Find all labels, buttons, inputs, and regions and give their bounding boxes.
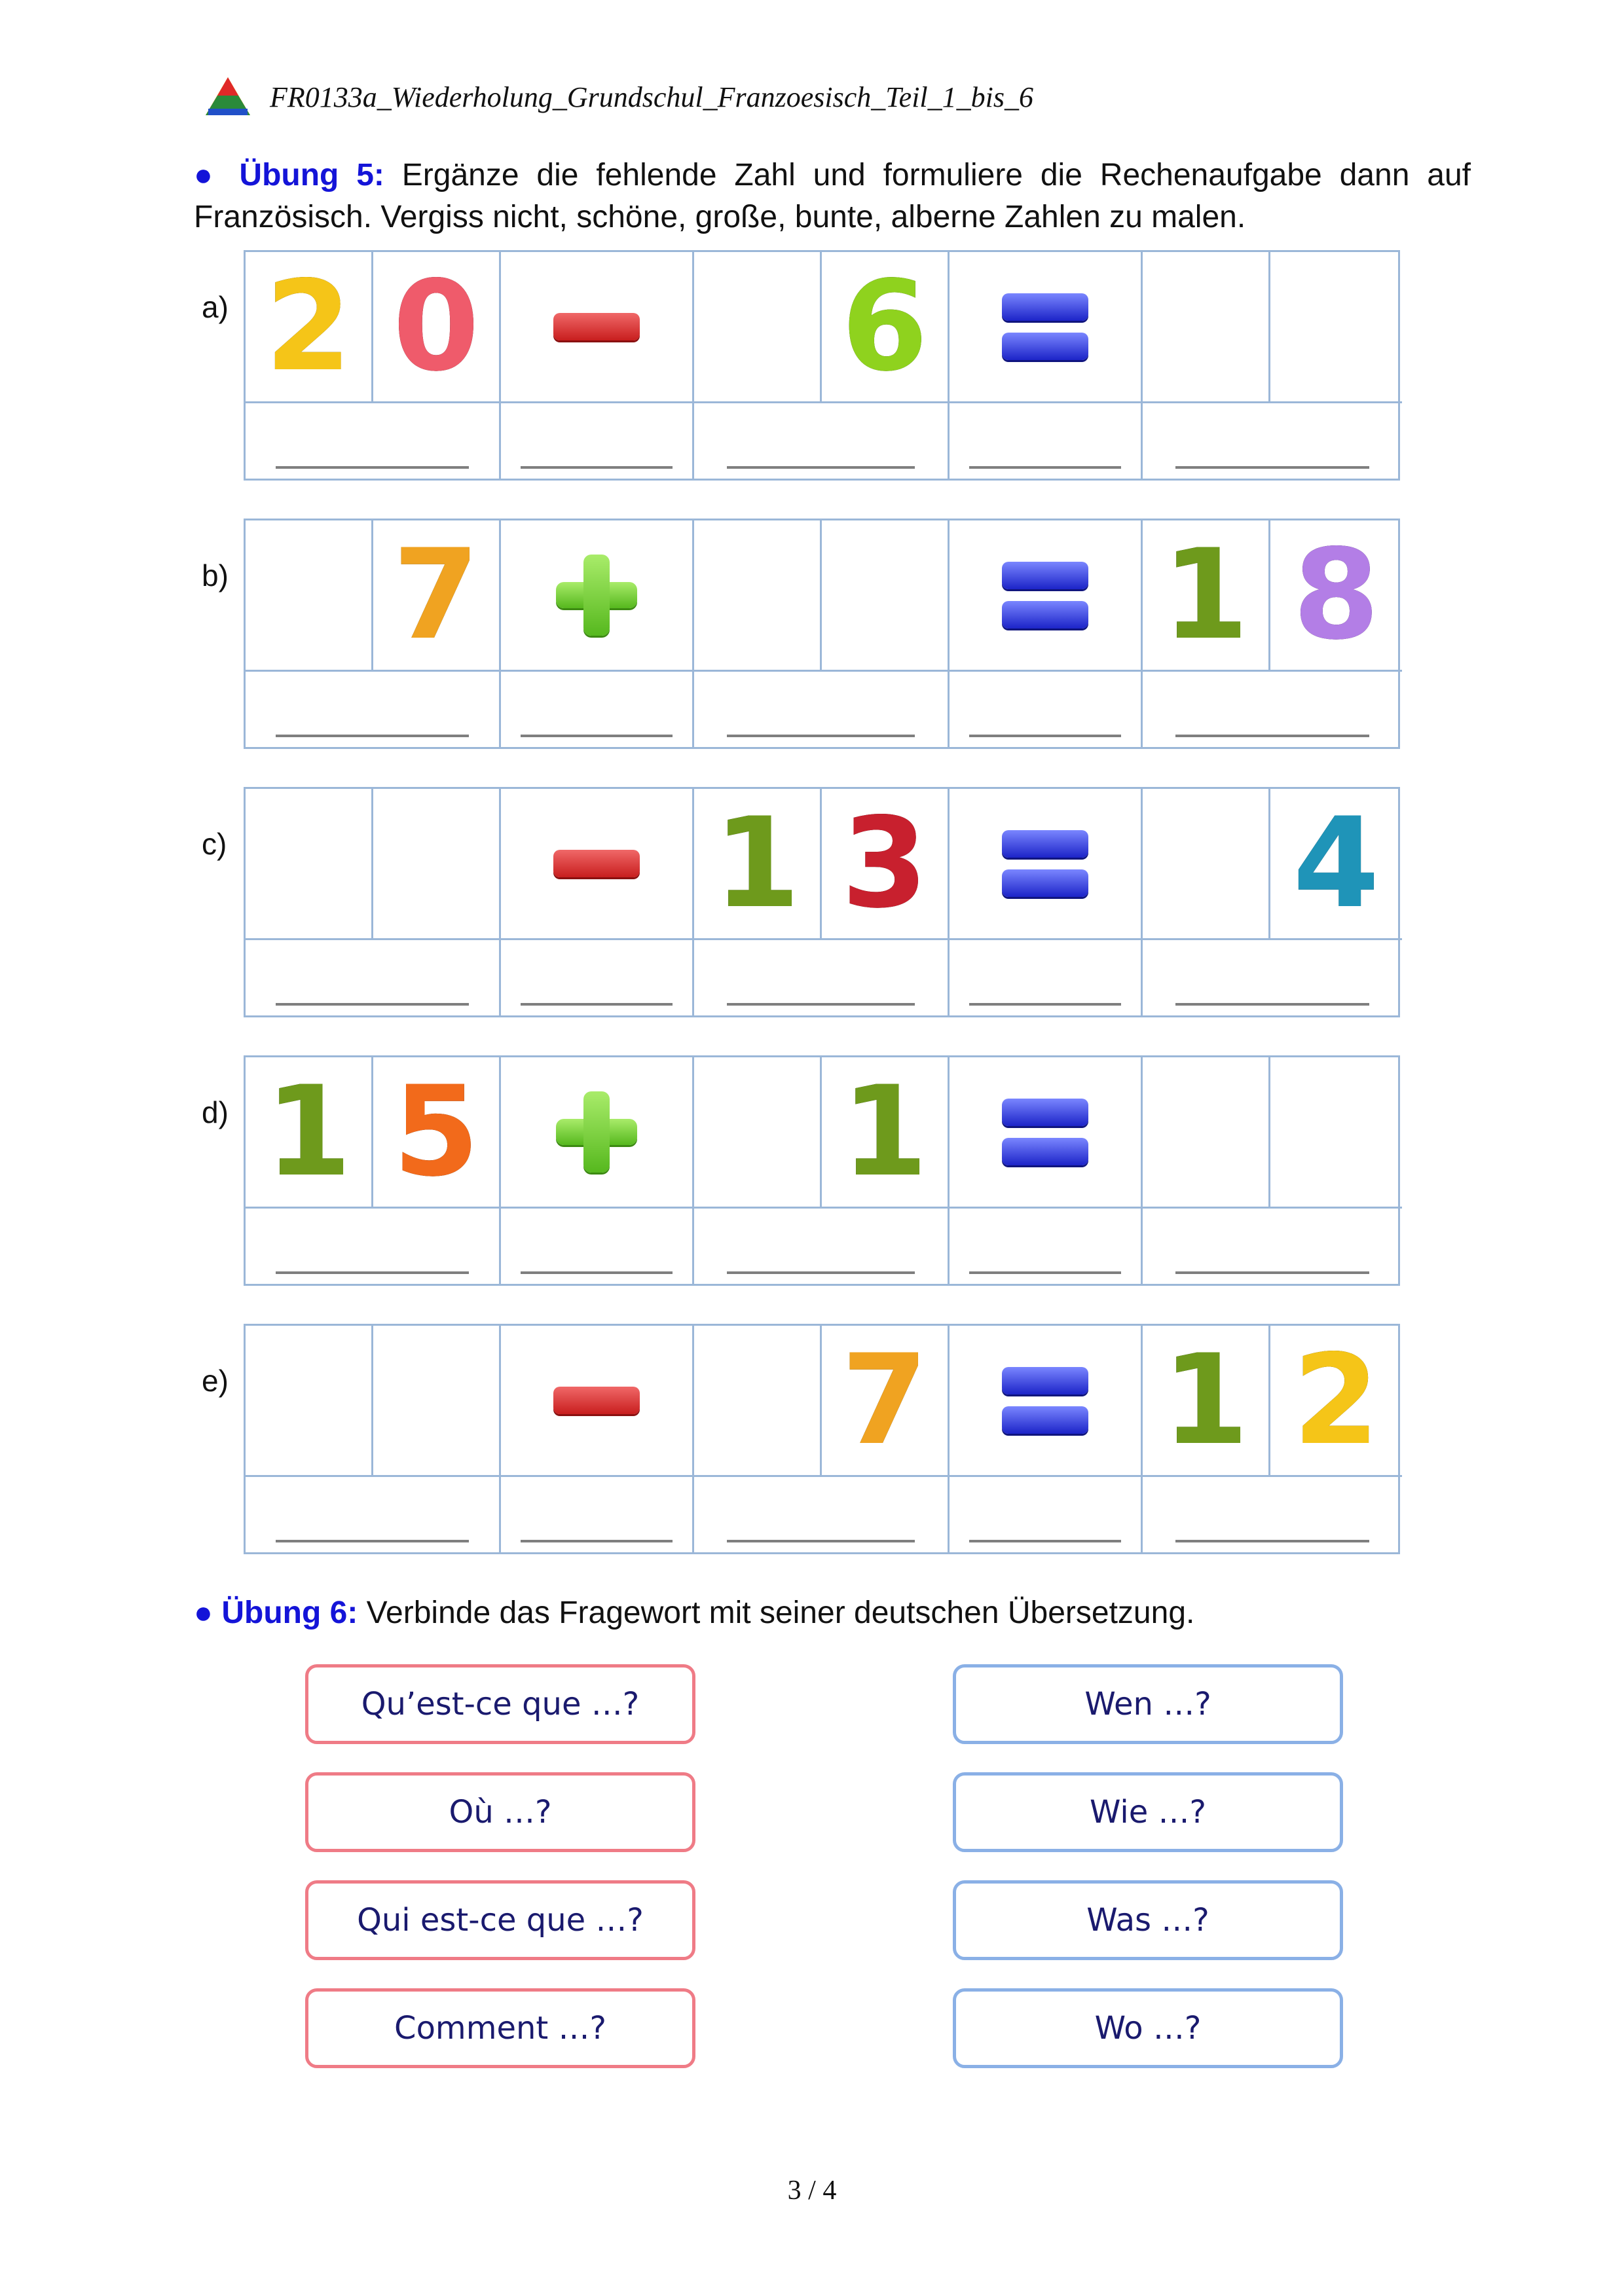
french-question: Qu’est-ce que …?	[361, 1686, 640, 1722]
digit-cell	[246, 1057, 373, 1209]
equation-row	[202, 1324, 1400, 1554]
minus-icon	[553, 313, 640, 340]
cartoon-digit: 1	[1162, 1328, 1249, 1472]
answer-write-cell[interactable]	[950, 672, 1143, 749]
french-question: Où …?	[449, 1794, 552, 1831]
writing-line	[727, 466, 915, 469]
answer-write-cell[interactable]	[694, 940, 950, 1017]
answer-write-cell[interactable]	[694, 1209, 950, 1286]
writing-line	[521, 1540, 673, 1542]
task-letter: b)	[202, 558, 229, 592]
cartoon-digit: 1	[1162, 522, 1249, 667]
cartoon-digit: 3	[841, 791, 929, 936]
exercise-5-instruction: Ergänze die fehlende Zahl und formuliere die Rechenaufgabe dann auf Französisch. Vergiss nicht, schöne, große, bunte, alberne Zahlen zu malen.	[194, 158, 1471, 234]
empty-answer-cell[interactable]	[694, 1326, 822, 1477]
writing-line	[1175, 1003, 1369, 1006]
writing-line	[969, 735, 1121, 737]
german-translation: Wie …?	[1089, 1794, 1206, 1831]
writing-line	[1175, 1540, 1369, 1542]
digit-wrapper	[265, 1059, 352, 1204]
empty-answer-cell[interactable]	[1143, 1057, 1270, 1209]
cartoon-digit: 2	[265, 254, 352, 399]
french-question: Comment …?	[394, 2010, 606, 2047]
document-title: FR0133a_Wiederholung_Grundschul_Franzoesisch_Teil_1_bis_6	[270, 81, 1033, 113]
writing-line	[969, 1271, 1121, 1274]
answer-write-cell[interactable]	[501, 1477, 694, 1554]
digit-wrapper	[841, 791, 929, 936]
cartoon-digit: 7	[841, 1328, 929, 1472]
french-question-box[interactable]	[305, 1880, 695, 1960]
german-translation-box[interactable]	[953, 1664, 1343, 1744]
equals-sign-cell	[950, 789, 1143, 940]
writing-line	[1175, 735, 1369, 737]
digit-wrapper	[1162, 1328, 1249, 1472]
digit-wrapper	[392, 254, 480, 399]
equals-sign-cell	[950, 1326, 1143, 1477]
writing-line	[276, 1540, 469, 1542]
task-letter: c)	[202, 827, 227, 861]
digit-wrapper	[841, 1059, 929, 1204]
writing-line	[521, 735, 673, 737]
digit-cell	[373, 252, 501, 403]
digit-cell	[1270, 1326, 1402, 1477]
task-letter: d)	[202, 1095, 229, 1129]
writing-line	[521, 466, 673, 469]
cartoon-digit: 0	[392, 254, 480, 399]
minus-icon	[553, 1387, 640, 1414]
minus-sign-cell	[501, 252, 694, 403]
digit-wrapper	[1293, 1328, 1380, 1472]
equation-row	[202, 787, 1400, 1017]
equation-grid	[244, 250, 1400, 481]
french-question-box[interactable]	[305, 1664, 695, 1744]
digit-cell	[822, 789, 950, 940]
equals-icon	[1002, 830, 1088, 897]
digit-wrapper	[1293, 791, 1380, 936]
answer-write-cell[interactable]	[1143, 1477, 1402, 1554]
page-header	[204, 71, 1033, 123]
digit-wrapper	[841, 1328, 929, 1472]
answer-write-cell[interactable]	[950, 1209, 1143, 1286]
bullet: ●	[194, 1595, 213, 1630]
french-question-box[interactable]	[305, 1988, 695, 2068]
exercise-6-instruction: Verbinde das Fragewort mit seiner deutschen Übersetzung.	[366, 1595, 1195, 1630]
cartoon-digit: 5	[392, 1059, 480, 1204]
french-question-box[interactable]	[305, 1772, 695, 1852]
equals-icon	[1002, 1099, 1088, 1165]
minus-sign-cell	[501, 1326, 694, 1477]
digit-cell	[694, 789, 822, 940]
writing-line	[521, 1271, 673, 1274]
equation-row	[202, 250, 1400, 481]
writing-line	[276, 1003, 469, 1006]
empty-answer-cell[interactable]	[694, 520, 822, 672]
cartoon-digit: 7	[392, 522, 480, 667]
digit-wrapper	[265, 254, 352, 399]
answer-write-cell[interactable]	[1143, 1209, 1402, 1286]
plus-icon	[556, 555, 637, 636]
digit-cell	[373, 520, 501, 672]
digit-cell	[1270, 789, 1402, 940]
empty-answer-cell[interactable]	[373, 1326, 501, 1477]
task-letter: e)	[202, 1364, 229, 1398]
answer-write-cell[interactable]	[1143, 940, 1402, 1017]
german-translation-box[interactable]	[953, 1880, 1343, 1960]
page-number: 3 / 4	[787, 2176, 837, 2206]
answer-write-cell[interactable]	[501, 672, 694, 749]
empty-answer-cell[interactable]	[1270, 252, 1402, 403]
digit-cell	[822, 1057, 950, 1209]
equals-icon	[1002, 293, 1088, 360]
writing-line	[969, 466, 1121, 469]
german-translation: Wo …?	[1094, 2010, 1202, 2047]
equation-row	[202, 519, 1400, 749]
answer-write-cell[interactable]	[246, 1209, 501, 1286]
answer-write-cell[interactable]	[950, 403, 1143, 481]
equation-grid	[244, 1055, 1400, 1286]
digit-cell	[1143, 520, 1270, 672]
answer-write-cell[interactable]	[950, 1477, 1143, 1554]
triangle-logo-icon	[204, 76, 251, 118]
exercise-5-label: Übung 5:	[239, 158, 384, 192]
german-translation: Wen …?	[1084, 1686, 1211, 1722]
cartoon-digit: 8	[1293, 522, 1380, 667]
french-question: Qui est-ce que …?	[357, 1902, 644, 1939]
answer-write-cell[interactable]	[246, 1477, 501, 1554]
exercise-6-label: Übung 6:	[221, 1595, 358, 1630]
writing-line	[276, 1271, 469, 1274]
writing-line	[727, 735, 915, 737]
digit-wrapper	[392, 1059, 480, 1204]
equation-grid	[244, 1324, 1400, 1554]
writing-line	[521, 1003, 673, 1006]
digit-wrapper	[1162, 522, 1249, 667]
answer-write-cell[interactable]	[1143, 403, 1402, 481]
empty-answer-cell[interactable]	[246, 789, 373, 940]
task-letter: a)	[202, 290, 229, 324]
writing-line	[727, 1540, 915, 1542]
answer-write-cell[interactable]	[501, 1209, 694, 1286]
answer-write-cell[interactable]	[694, 672, 950, 749]
minus-sign-cell	[501, 789, 694, 940]
digit-wrapper	[1293, 522, 1380, 667]
answer-write-cell[interactable]	[501, 940, 694, 1017]
writing-line	[276, 735, 469, 737]
equals-icon	[1002, 562, 1088, 629]
answer-write-cell[interactable]	[1143, 672, 1402, 749]
german-translation: Was …?	[1086, 1902, 1209, 1939]
equation-row	[202, 1055, 1400, 1286]
plus-sign-cell	[501, 520, 694, 672]
empty-answer-cell[interactable]	[1143, 789, 1270, 940]
empty-answer-cell[interactable]	[1270, 1057, 1402, 1209]
cartoon-digit: 6	[841, 254, 929, 399]
digit-cell	[1143, 1326, 1270, 1477]
writing-line	[969, 1003, 1121, 1006]
german-translation-box[interactable]	[953, 1772, 1343, 1852]
answer-write-cell[interactable]	[246, 403, 501, 481]
equals-sign-cell	[950, 520, 1143, 672]
digit-cell	[373, 1057, 501, 1209]
equation-grid	[244, 519, 1400, 749]
answer-write-cell[interactable]	[246, 940, 501, 1017]
exercise-5-heading	[194, 155, 1471, 238]
empty-answer-cell[interactable]	[694, 252, 822, 403]
cartoon-digit: 1	[265, 1059, 352, 1204]
minus-icon	[553, 850, 640, 877]
equation-grid	[244, 787, 1400, 1017]
plus-icon	[556, 1091, 637, 1173]
exercise-6-heading	[194, 1592, 1471, 1634]
answer-write-cell[interactable]	[501, 403, 694, 481]
digit-cell	[246, 252, 373, 403]
writing-line	[969, 1540, 1121, 1542]
equals-sign-cell	[950, 252, 1143, 403]
answer-write-cell[interactable]	[694, 403, 950, 481]
digit-cell	[1270, 520, 1402, 672]
empty-answer-cell[interactable]	[246, 520, 373, 672]
cartoon-digit: 1	[713, 791, 801, 936]
answer-write-cell[interactable]	[694, 1477, 950, 1554]
empty-answer-cell[interactable]	[822, 520, 950, 672]
writing-line	[1175, 1271, 1369, 1274]
digit-wrapper	[713, 791, 801, 936]
digit-wrapper	[392, 522, 480, 667]
cartoon-digit: 4	[1293, 791, 1380, 936]
digit-wrapper	[841, 254, 929, 399]
equals-icon	[1002, 1367, 1088, 1434]
digit-cell	[822, 1326, 950, 1477]
cartoon-digit: 1	[841, 1059, 929, 1204]
bullet: ●	[194, 158, 222, 192]
cartoon-digit: 2	[1293, 1328, 1380, 1472]
writing-line	[276, 466, 469, 469]
answer-write-cell[interactable]	[246, 672, 501, 749]
writing-line	[727, 1003, 915, 1006]
equals-sign-cell	[950, 1057, 1143, 1209]
answer-write-cell[interactable]	[950, 940, 1143, 1017]
empty-answer-cell[interactable]	[694, 1057, 822, 1209]
empty-answer-cell[interactable]	[373, 789, 501, 940]
writing-line	[1175, 466, 1369, 469]
writing-line	[727, 1271, 915, 1274]
german-translation-box[interactable]	[953, 1988, 1343, 2068]
empty-answer-cell[interactable]	[246, 1326, 373, 1477]
empty-answer-cell[interactable]	[1143, 252, 1270, 403]
plus-sign-cell	[501, 1057, 694, 1209]
digit-cell	[822, 252, 950, 403]
